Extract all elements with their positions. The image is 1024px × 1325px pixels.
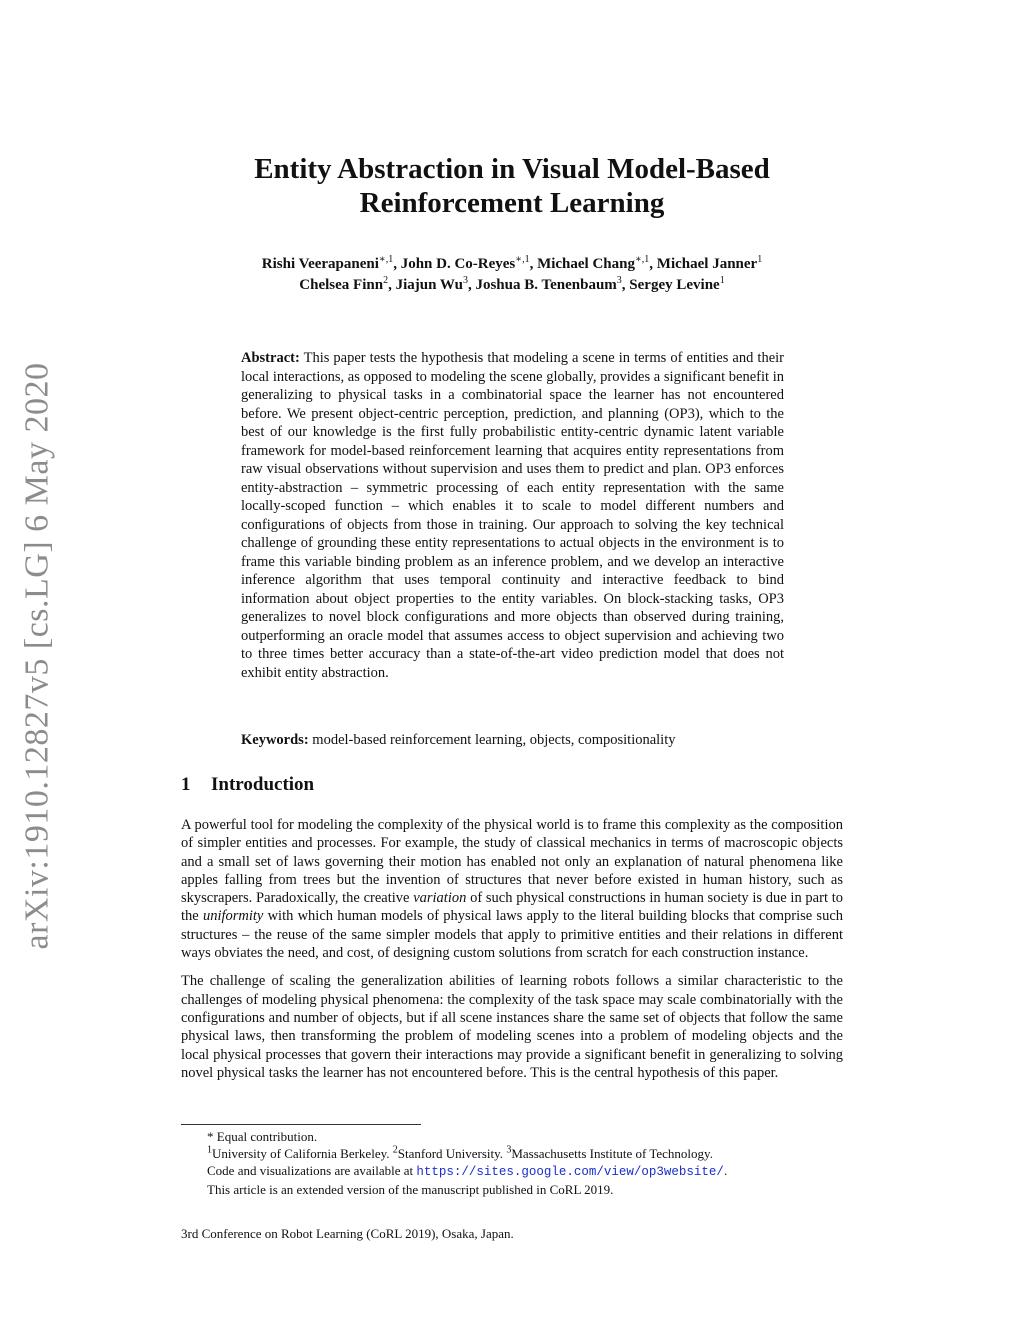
- footnotes: [207, 1128, 843, 1198]
- author-affiliation: ∗,1: [515, 254, 530, 265]
- author-name: John D. Co-Reyes: [400, 256, 516, 272]
- paragraph-text: of such physical constructions in human society is due in part to the: [181, 890, 843, 925]
- venue-footer: 3rd Conference on Robot Learning (CoRL 2019), Osaka, Japan.: [181, 1226, 514, 1241]
- title-line-2: Reinforcement Learning: [359, 187, 665, 219]
- author-separator: ,: [621, 277, 630, 293]
- affiliation-marker: 1: [207, 1144, 212, 1156]
- affiliation-marker: 3: [506, 1144, 512, 1156]
- footnote-equal-contribution: * Equal contribution.: [207, 1129, 318, 1144]
- author-separator: ,: [393, 256, 401, 272]
- author-affiliation: ∗,1: [378, 254, 394, 265]
- abstract-label: Abstract:: [241, 350, 300, 366]
- footnote-affiliations: [207, 1145, 843, 1162]
- affiliation-text: University of California Berkeley.: [212, 1146, 393, 1161]
- author-separator: ,: [388, 277, 396, 293]
- paragraph: [181, 972, 843, 1082]
- author-affiliation: 3: [616, 275, 622, 286]
- keywords-text: model-based reinforcement learning, objects, compositionality: [312, 732, 676, 748]
- author-line-2: [180, 275, 844, 296]
- paper-title: [180, 152, 844, 220]
- footnote-code-period: .: [723, 1163, 728, 1178]
- author-affiliation: 2: [383, 275, 389, 286]
- section-title: Introduction: [211, 774, 315, 795]
- paragraph: [181, 816, 843, 962]
- author-separator: ,: [529, 256, 538, 272]
- author-name: Rishi Veerapaneni: [261, 256, 379, 272]
- author-separator: ,: [467, 277, 476, 293]
- section-heading: [181, 774, 314, 796]
- author-affiliation: 3: [462, 275, 468, 286]
- project-website-link[interactable]: https://sites.google.com/view/op3website/: [416, 1165, 724, 1179]
- arxiv-side-stamp: [5, 350, 69, 962]
- footnote-code: [207, 1162, 843, 1181]
- author-name: Jiajun Wu: [395, 277, 463, 293]
- keywords-label: Keywords:: [241, 732, 309, 748]
- author-affiliation: 1: [757, 254, 763, 265]
- footnote-extended-version: This article is an extended version of the manuscript published in CoRL 2019.: [207, 1182, 614, 1197]
- author-name: Chelsea Finn: [299, 277, 384, 293]
- author-affiliation: 1: [719, 275, 725, 286]
- footnote-rule: [181, 1124, 421, 1125]
- introduction-body: [181, 816, 843, 1092]
- arxiv-id: arXiv:1910.12827v5 [cs.LG] 6 May 2020: [18, 362, 56, 950]
- emphasis-variation: variation: [413, 890, 467, 907]
- affiliation-text: Stanford University.: [397, 1146, 507, 1161]
- author-name: Michael Janner: [656, 256, 758, 272]
- affiliation-text: Massachusetts Institute of Technology.: [511, 1146, 713, 1161]
- emphasis-uniformity: uniformity: [202, 908, 264, 925]
- affiliation-marker: 2: [392, 1144, 398, 1156]
- section-number: 1: [181, 774, 191, 795]
- abstract-text: This paper tests the hypothesis that modeling a scene in terms of entities and their local interactions, as opposed to modeling the scene globally, provides a significant benefit in generalizing to physical tasks in a combinatorial space the learner has not encountered before. We present object-centric perception, prediction, and planning (OP3), which to the best of our knowledge is the first fully probabilistic entity-centric dynamic latent variable framework for model-based reinforcement learning that acquires entity representations from raw visual observations without supervision and uses them to predict and plan. OP3 enforces entity-abstraction – symmetric processing of each entity representation with the same locally-scoped function – which enables it to scale to model different numbers and configurations of objects from those in training. Our approach to solving the key technical challenge of grounding these entity representations to actual objects in the environment is to frame this variable binding problem as an inference problem, and we develop an interactive inference algorithm that uses temporal continuity and interactive feedback to bind information about object properties to the entity variables. On block-stacking tasks, OP3 generalizes to novel block configurations and more objects than observed during training, outperforming an oracle model that assumes access to object supervision and achieving two to three times better accuracy than a state-of-the-art video prediction model that does not exhibit entity abstraction.: [241, 350, 784, 681]
- keywords: [241, 731, 784, 750]
- paragraph-text: with which human models of physical laws apply to the literal building blocks that comprise such structures – the reuse of the same simpler models that apply to primitive entities and their relations in different ways obviates the need, and cost, of designing custom solutions from scratch for each construction instance.: [181, 908, 844, 962]
- author-separator: ,: [649, 256, 657, 272]
- author-name: Joshua B. Tenenbaum: [475, 277, 617, 293]
- paragraph-text: The challenge of scaling the generalization abilities of learning robots follows a similar characteristic to the challenges of modeling physical phenomena: the complexity of the task space may scale combinatorially with the configurations and number of objects, but if all scene instances share the same set of objects that follow the same physical laws, then transforming the problem of modeling scenes into a problem of modeling objects and the local physical processes that govern their interactions may provide a significant benefit in generalizing to solving novel physical tasks the learner has not encountered before. This is the central hypothesis of this paper.: [181, 973, 843, 1081]
- paragraph-text: A powerful tool for modeling the complexity of the physical world is to frame this complexity as the composition of simpler entities and processes. For example, the study of classical mechanics in terms of macroscopic objects and a small set of laws governing their motion has enabled not only an explanation of natural phenomena like apples falling from trees but the invention of structures that never before existed in human history, such as skyscrapers. Paradoxically, the creative: [181, 817, 843, 907]
- title-line-1: Entity Abstraction in Visual Model-Based: [254, 153, 770, 185]
- author-name: Michael Chang: [537, 256, 635, 272]
- author-name: Sergey Levine: [629, 277, 720, 293]
- author-line-1: [180, 254, 844, 275]
- abstract: [241, 349, 784, 682]
- footnote-code-text: Code and visualizations are available at: [207, 1163, 417, 1178]
- author-affiliation: ∗,1: [635, 254, 650, 265]
- author-list: [180, 254, 844, 296]
